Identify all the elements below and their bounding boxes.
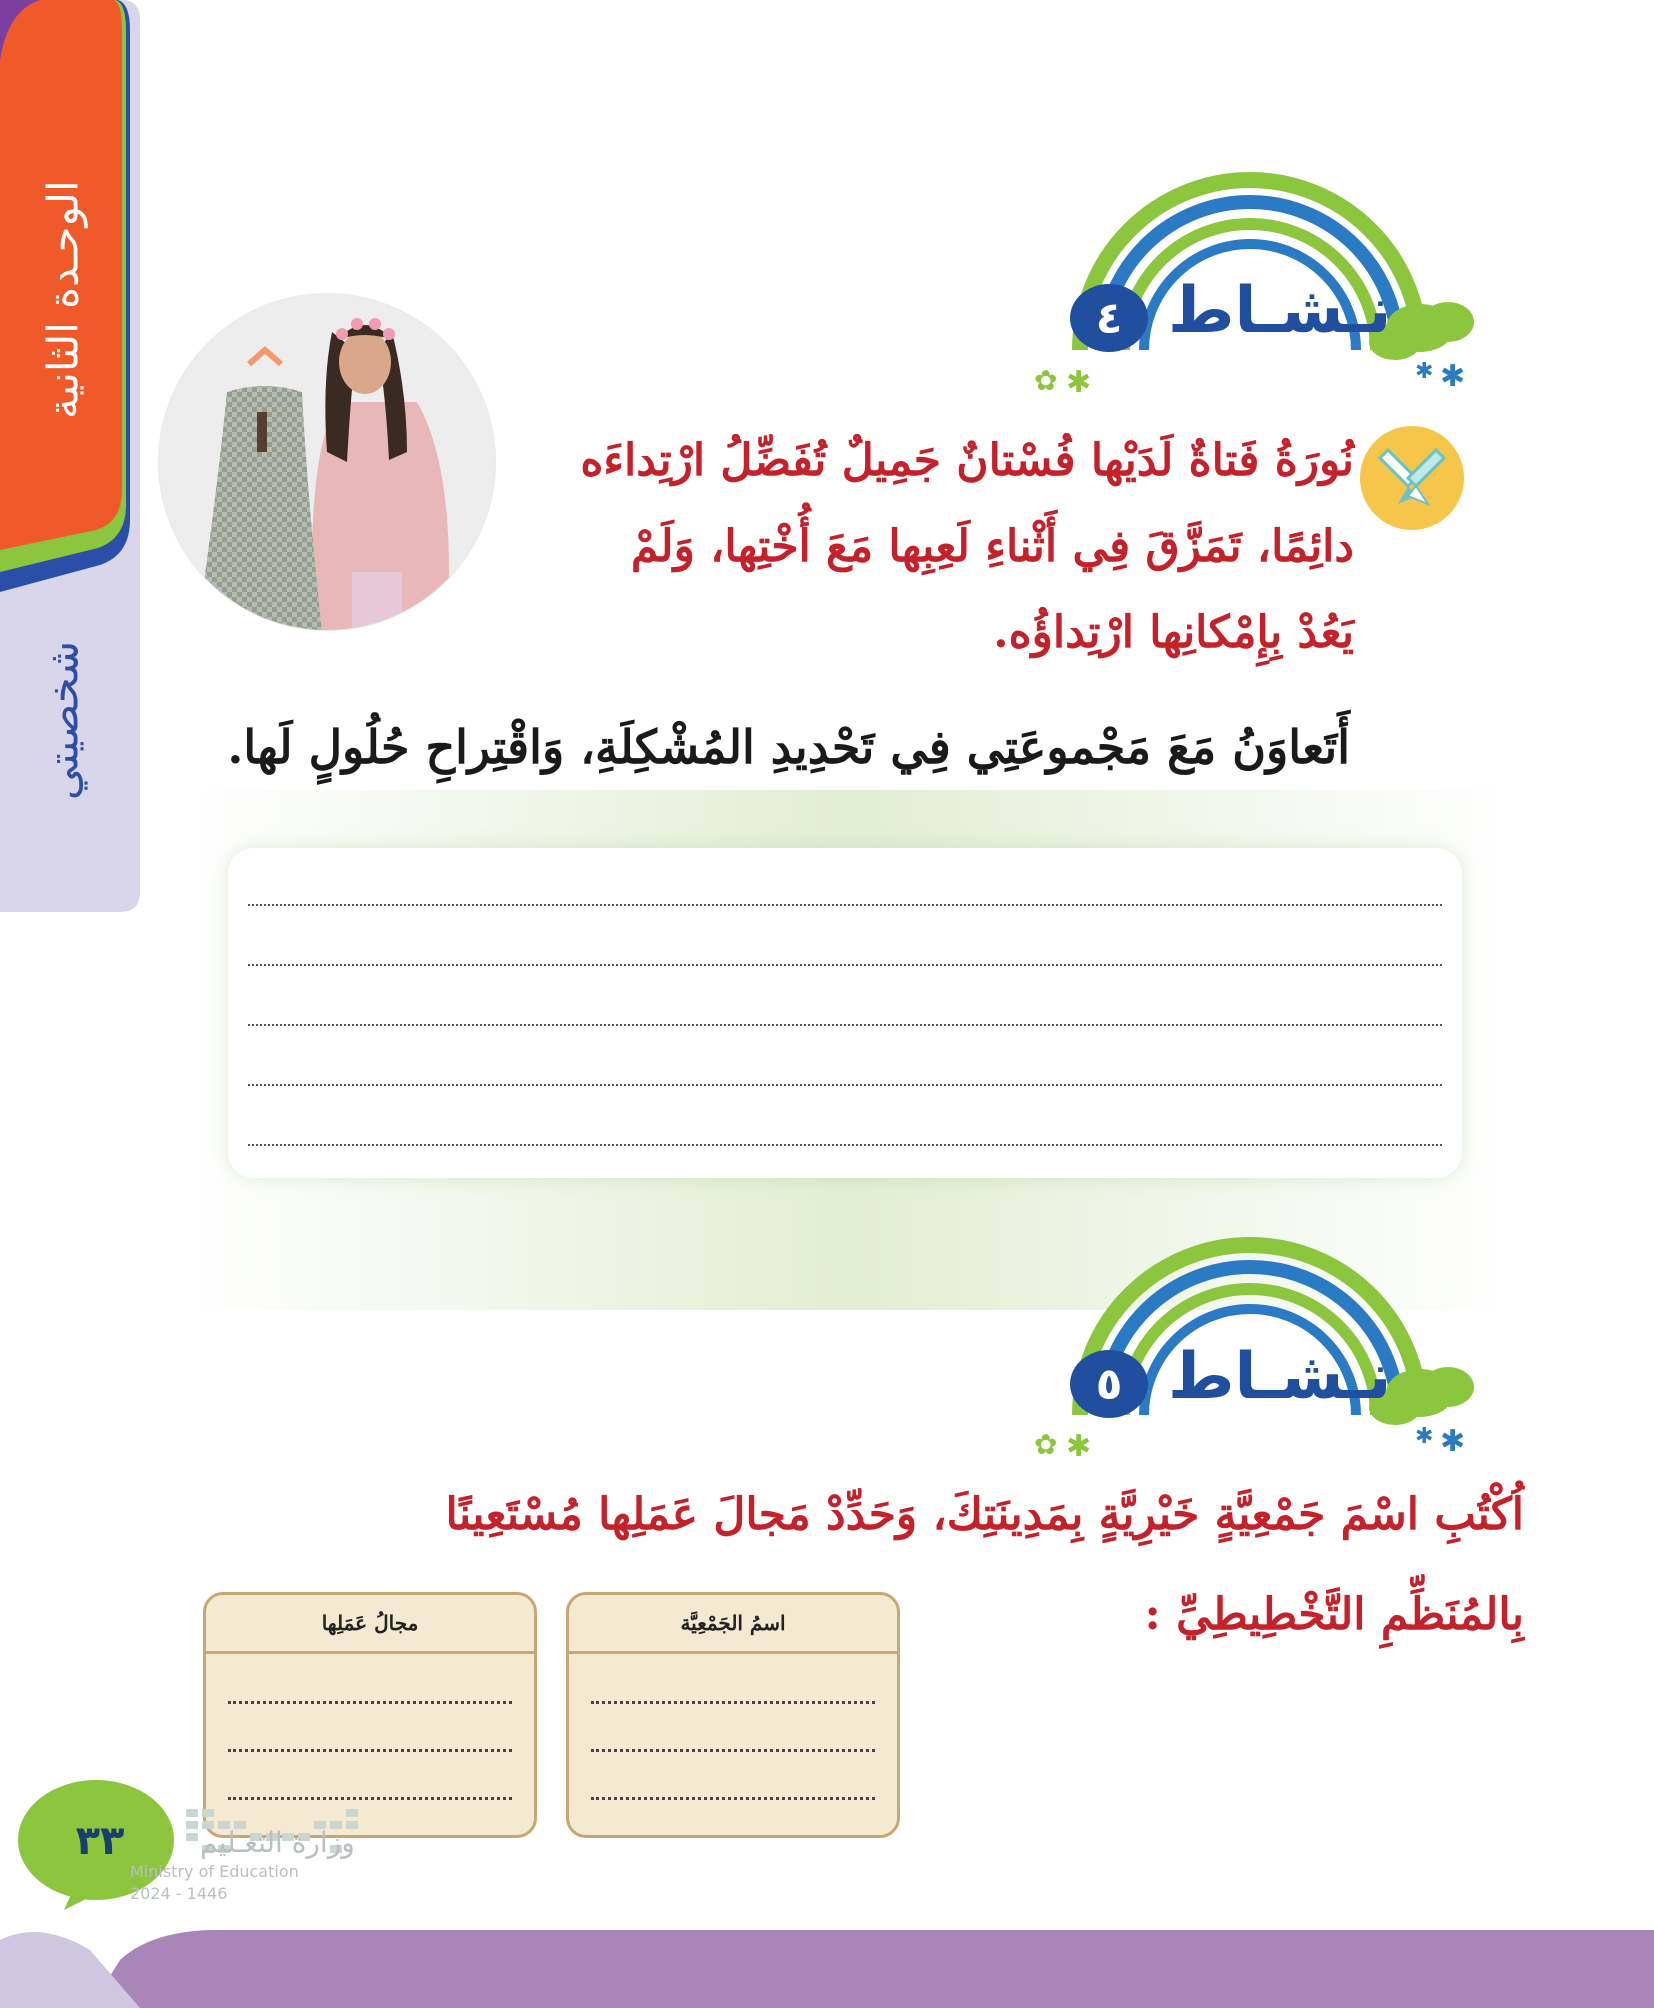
footer-band	[0, 1880, 1654, 2008]
organizer-name-header: اسمُ الجَمْعِيَّة	[680, 1611, 786, 1635]
ministry-name-ar: وزارة التعـليم	[200, 1826, 355, 1859]
flower-decor	[1030, 358, 1100, 398]
ministry-name-en: Ministry of Education	[130, 1862, 299, 1881]
edition-year: 2024 - 1446	[130, 1884, 228, 1903]
activity-4-task: أَتَعاوَنُ مَعَ مَجْموعَتِي فِي تَحْدِيدِ المُشْكِلَةِ، وَاقْتِراحِ حُلُولٍ لَها.	[227, 720, 1350, 774]
svg-text:✱: ✱	[1440, 1424, 1466, 1459]
svg-text:✿: ✿	[1034, 1428, 1058, 1461]
unit-title: الوحـدة الثانية	[38, 180, 88, 420]
rainbow-header-5	[1040, 1175, 1480, 1465]
pencil-eraser-icon	[1358, 424, 1466, 532]
flower-decor	[1030, 1422, 1100, 1462]
answer-line-4[interactable]	[248, 1084, 1442, 1086]
organizer-name-line-2[interactable]	[591, 1749, 875, 1752]
organizer-name-line-3[interactable]	[591, 1797, 875, 1800]
svg-text:✱: ✱	[1415, 359, 1434, 384]
svg-text:✱: ✱	[1066, 365, 1092, 398]
instruction-line-2: بِالمُنَظِّمِ التَّخْطِيطِيِّ :	[1144, 1589, 1524, 1640]
activity-5-number: ٥	[1070, 1350, 1148, 1418]
svg-text:✿: ✿	[1034, 364, 1058, 397]
answer-line-1[interactable]	[248, 904, 1442, 906]
activity-5-label: نـشـاط	[1168, 1340, 1392, 1414]
svg-text:✱: ✱	[1440, 359, 1466, 394]
svg-text:✱: ✱	[1415, 1424, 1434, 1449]
answer-line-3[interactable]	[248, 1024, 1442, 1026]
organizer-field-line-1[interactable]	[228, 1701, 512, 1704]
story-line-1: نُورَةُ فَتاةٌ لَدَيْها فُسْتانٌ جَمِيلٌ تُفَضِّلُ ارْتِداءَه	[580, 435, 1354, 486]
answer-line-2[interactable]	[248, 964, 1442, 966]
activity-4-number: ٤	[1070, 284, 1148, 352]
organizer-field-line-2[interactable]	[228, 1749, 512, 1752]
instruction-line-1: اُكْتُبِ اسْمَ جَمْعِيَّةٍ خَيْرِيَّةٍ بِمَدِينَتِكَ، وَحَدِّدْ مَجالَ عَمَلِها مُسْتَعِينًا	[445, 1489, 1524, 1540]
page-number: ٣٣	[75, 1818, 125, 1864]
activity-4-story	[454, 418, 1354, 676]
svg-text:✱: ✱	[1066, 1429, 1092, 1462]
activity-4-label: نـشـاط	[1168, 274, 1392, 348]
answer-line-5[interactable]	[248, 1144, 1442, 1146]
rainbow-header-4	[1040, 110, 1480, 400]
organizer-name-box[interactable]	[566, 1592, 900, 1838]
answer-box[interactable]	[228, 848, 1462, 1178]
girl-with-dress-photo	[157, 292, 497, 632]
organizer-name-line-1[interactable]	[591, 1701, 875, 1704]
story-line-3: يَعُدْ بِإِمْكانِها ارْتِداؤُه.	[993, 607, 1354, 658]
unit-subtitle: شخصيتي	[38, 640, 88, 800]
story-line-2: دائِمًا، تَمَزَّقَ فِي أَثْناءِ لَعِبِها مَعَ أُخْتِها، وَلَمْ	[630, 521, 1354, 572]
organizer-field-header: مجالُ عَمَلِها	[321, 1611, 419, 1635]
